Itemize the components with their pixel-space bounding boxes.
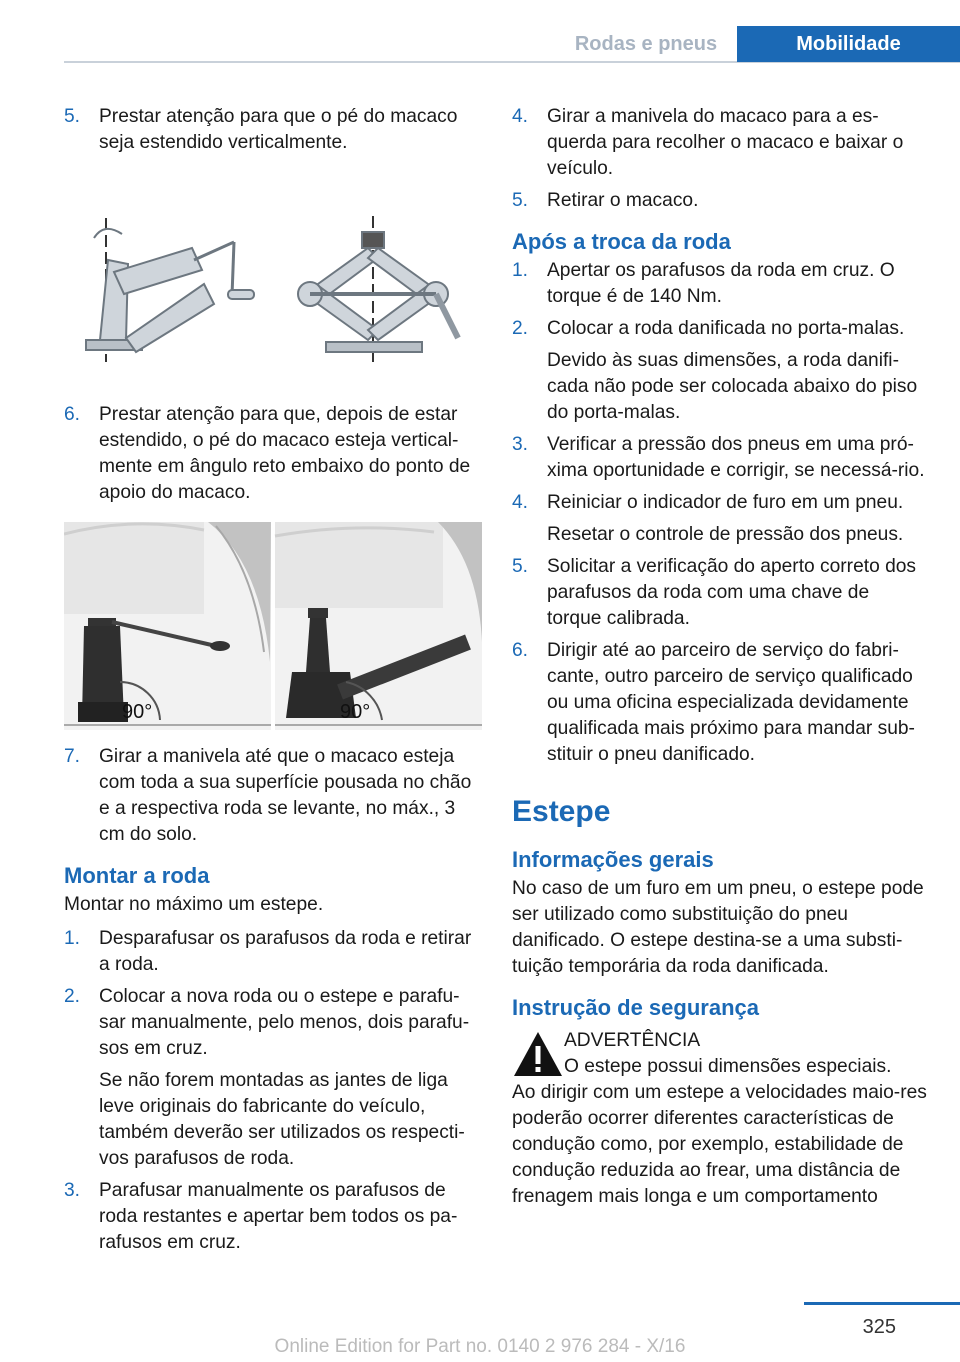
- list-item: [64, 926, 482, 978]
- list-item: [64, 402, 482, 506]
- warning-block: [512, 1028, 928, 1080]
- list-item: [64, 104, 482, 156]
- step-number: 5.: [512, 190, 529, 211]
- list-item: [512, 490, 928, 548]
- list-item: [512, 316, 928, 426]
- left-column: [64, 104, 482, 1262]
- step-text: Dirigir até ao parceiro de serviço do fabri-cante, outro parceiro de serviço qualificado ou uma oficina especializada devidamente qualificada mais próximo para mandar sub-stituir o pneu danificado.: [547, 640, 915, 765]
- list-item: [64, 984, 482, 1172]
- warning-line: O estepe possui dimensões especiais.: [564, 1056, 892, 1077]
- jack-side-view: [86, 218, 254, 362]
- step-number: 1.: [512, 260, 529, 281]
- step-number: 4.: [512, 492, 529, 513]
- step-text: Reiniciar o indicador de furo em um pneu.: [547, 492, 904, 513]
- step-text: Colocar a nova roda ou o estepe e parafu-sar manualmente, pelo menos, dois parafu-sos em cruz.: [99, 986, 470, 1059]
- step-text: Solicitar a verificação do aperto correto dos parafusos da roda com uma chave de torque calibrada.: [547, 556, 917, 629]
- edition-line: Online Edition for Part no. 0140 2 976 284 - X/16: [274, 1336, 686, 1357]
- step-number: 2.: [64, 986, 81, 1007]
- list-item: [512, 104, 928, 182]
- jack-right-angle-figure: [64, 522, 482, 730]
- step-text: Girar a manivela até que o macaco esteja com toda a sua superfície pousada no chão e a respectiva roda se levante, no máx., 3 cm do solo.: [99, 746, 472, 845]
- page-number: 325: [862, 1316, 896, 1338]
- angle-label-right: 90°: [340, 701, 371, 723]
- step-note: Resetar o controle de pressão dos pneus.: [547, 524, 904, 545]
- section-heading-apos: Após a troca da roda: [512, 229, 731, 254]
- step-text: Apertar os parafusos da roda em cruz. O torque é de 140 Nm.: [547, 260, 895, 307]
- step-number: 3.: [512, 434, 529, 455]
- header-section-tab: Rodas e pneus: [574, 33, 718, 55]
- list-item: [512, 554, 928, 632]
- warning-icon: [512, 1028, 564, 1080]
- jack-vertical-figure: [64, 212, 482, 388]
- step-number: 6.: [512, 640, 529, 661]
- list-item: [512, 432, 928, 484]
- list-item: [64, 1178, 482, 1256]
- section-heading-seguranca: Instrução de segurança: [512, 995, 759, 1020]
- angle-label-left: 90°: [122, 701, 153, 723]
- step-text: Desparafusar os parafusos da roda e retirar a roda.: [99, 928, 472, 975]
- step-note: Se não forem montadas as jantes de liga leve originais do fabricante do veículo, também deverão ser utilizados os respecti-vos parafusos de roda.: [99, 1070, 465, 1169]
- info-text: No caso de um furo em um pneu, o estepe pode ser utilizado como substituição do pneu danificado. O estepe destina-se a uma substi-tuição temporária da roda danificada.: [512, 878, 924, 977]
- list-item: [64, 744, 482, 848]
- step-note: Devido às suas dimensões, a roda danifi-cada não pode ser colocada abaixo do piso do porta-malas.: [547, 350, 918, 423]
- list-item: [512, 638, 928, 768]
- step-text: Retirar o macaco.: [547, 190, 699, 211]
- jack-front-view: [298, 216, 458, 362]
- step-number: 7.: [64, 746, 81, 767]
- list-item: [512, 188, 928, 214]
- warning-title: ADVERTÊNCIA: [564, 1030, 701, 1051]
- step-number: 4.: [512, 106, 529, 127]
- section-heading-info: Informações gerais: [512, 847, 714, 872]
- step-number: 3.: [64, 1180, 81, 1201]
- footer-rule: [804, 1302, 960, 1305]
- step-text: Verificar a pressão dos pneus em uma pró-xima oportunidade e corrigir, se necessá-rio.: [547, 434, 925, 481]
- step-text: Colocar a roda danificada no porta-malas.: [547, 318, 905, 339]
- section-heading-montar: Montar a roda: [64, 863, 210, 888]
- montar-intro: Montar no máximo um estepe.: [64, 894, 324, 915]
- step-number: 5.: [512, 556, 529, 577]
- jack-photo-left: [64, 522, 271, 730]
- step-text: Girar a manivela do macaco para a es-querda para recolher o macaco e baixar o veículo.: [547, 106, 904, 179]
- jack-photo-right: [275, 522, 482, 730]
- list-item: [512, 258, 928, 310]
- right-column: [512, 104, 928, 1218]
- step-text: Prestar atenção para que, depois de estar estendido, o pé do macaco esteja vertical-mente em ângulo reto embaixo do ponto de apoio do macaco.: [99, 404, 471, 503]
- step-number: 1.: [64, 928, 81, 949]
- warning-text: Ao dirigir com um estepe a velocidades maio-res poderão ocorrer diferentes características de condução como, por exemplo, estabilidade de condução reduzida ao frear, uma distância de frenagem mais longa e um comportamento: [512, 1082, 927, 1207]
- step-number: 2.: [512, 318, 529, 339]
- step-number: 5.: [64, 106, 81, 127]
- step-text: Prestar atenção para que o pé do macaco seja estendido verticalmente.: [99, 106, 458, 153]
- step-number: 6.: [64, 404, 81, 425]
- chapter-heading-estepe: Estepe: [512, 795, 611, 828]
- step-text: Parafusar manualmente os parafusos de roda restantes e apertar bem todos os pa-rafusos em cruz.: [99, 1180, 458, 1253]
- header-chapter-tab: Mobilidade: [737, 26, 960, 62]
